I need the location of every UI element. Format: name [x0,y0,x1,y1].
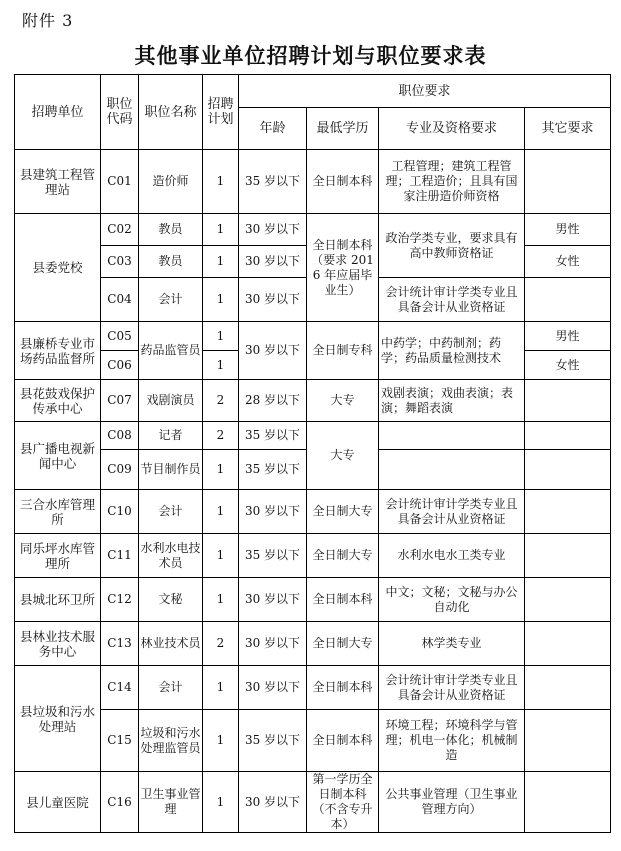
header-plan: 招聘计划 [203,75,239,150]
cell-age: 30 岁以下 [239,246,307,278]
cell-education: 全日制本科（要求 2016 年应届毕业生） [307,214,379,322]
cell-plan: 1 [203,322,239,351]
cell-major: 中药学；中药制剂；药学；药品质量检测技术 [379,322,525,380]
cell-education: 全日制本科 [307,578,379,622]
header-education: 最低学历 [307,108,379,150]
attachment-label: 附件 3 [22,11,74,30]
cell-plan: 2 [203,622,239,666]
header-age: 年龄 [239,108,307,150]
cell-education: 全日制本科 [307,666,379,710]
cell-major: 水利水电水工类专业 [379,534,525,578]
cell-other [525,380,611,422]
cell-unit: 县林业技术服务中心 [15,622,101,666]
cell-other [525,666,611,710]
cell-position: 会计 [139,666,203,710]
header-major: 专业及资格要求 [379,108,525,150]
cell-major: 会计统计审计学类专业且具备会计从业资格证 [379,666,525,710]
cell-code: C11 [101,534,139,578]
cell-code: C13 [101,622,139,666]
cell-position: 造价师 [139,150,203,214]
cell-age: 35 岁以下 [239,534,307,578]
cell-code: C10 [101,490,139,534]
cell-code: C03 [101,246,139,278]
cell-other [525,450,611,490]
cell-unit: 县儿童医院 [15,772,101,833]
cell-unit: 同乐坪水库管理所 [15,534,101,578]
table-row [15,150,611,214]
cell-position: 会计 [139,490,203,534]
cell-plan: 1 [203,278,239,322]
cell-unit: 三合水库管理所 [15,490,101,534]
cell-other [525,278,611,322]
header-other: 其它要求 [525,108,611,150]
cell-major: 中文；文秘；文秘与办公自动化 [379,578,525,622]
cell-plan: 1 [203,246,239,278]
cell-other [525,150,611,214]
cell-position: 药品监管员 [139,322,203,380]
cell-position: 教员 [139,246,203,278]
cell-plan: 1 [203,666,239,710]
cell-unit: 县建筑工程管理站 [15,150,101,214]
cell-other [525,490,611,534]
cell-other [525,772,611,833]
cell-age: 35 岁以下 [239,150,307,214]
cell-age: 30 岁以下 [239,666,307,710]
cell-age: 30 岁以下 [239,278,307,322]
cell-age: 35 岁以下 [239,422,307,450]
cell-major: 会计统计审计学类专业且具备会计从业资格证 [379,490,525,534]
cell-position: 戏剧演员 [139,380,203,422]
cell-other [525,422,611,450]
cell-unit: 县委党校 [15,214,101,322]
header-unit: 招聘单位 [15,75,101,150]
cell-plan: 1 [203,214,239,246]
cell-code: C12 [101,578,139,622]
cell-code: C06 [101,351,139,380]
cell-age: 30 岁以下 [239,578,307,622]
cell-age: 30 岁以下 [239,322,307,380]
header-position: 职位名称 [139,75,203,150]
cell-plan: 1 [203,710,239,772]
cell-major: 工程管理；建筑工程管理；工程造价；且具有国家注册造价师资格 [379,150,525,214]
cell-unit: 县城北环卫所 [15,578,101,622]
cell-education: 第一学历全日制本科（不含专升本） [307,772,379,833]
cell-age: 30 岁以下 [239,214,307,246]
table-row [15,710,611,772]
cell-education: 大专 [307,422,379,490]
cell-unit: 县廉桥专业市场药品监督所 [15,322,101,380]
cell-other [525,534,611,578]
table-row [15,380,611,422]
cell-age: 30 岁以下 [239,490,307,534]
cell-code: C16 [101,772,139,833]
recruitment-table [14,74,611,833]
cell-major: 会计统计审计学类专业且具备会计从业资格证 [379,278,525,322]
cell-other [525,578,611,622]
cell-unit: 县广播电视新闻中心 [15,422,101,490]
cell-other [525,710,611,772]
cell-code: C08 [101,422,139,450]
cell-major [379,450,525,490]
cell-code: C04 [101,278,139,322]
cell-plan: 1 [203,490,239,534]
page-title: 其他事业单位招聘计划与职位要求表 [134,44,487,68]
cell-other: 女性 [525,351,611,380]
cell-plan: 1 [203,578,239,622]
cell-other: 女性 [525,246,611,278]
cell-age: 35 岁以下 [239,710,307,772]
table-row [15,422,611,450]
cell-unit: 县垃圾和污水处理站 [15,666,101,772]
cell-age: 35 岁以下 [239,450,307,490]
cell-position: 会计 [139,278,203,322]
cell-education: 全日制本科 [307,710,379,772]
cell-major: 林学类专业 [379,622,525,666]
cell-plan: 2 [203,422,239,450]
cell-age: 30 岁以下 [239,622,307,666]
cell-code: C02 [101,214,139,246]
cell-position: 节目制作员 [139,450,203,490]
cell-education: 全日制大专 [307,490,379,534]
cell-position: 文秘 [139,578,203,622]
cell-code: C14 [101,666,139,710]
table-row [15,490,611,534]
cell-age: 28 岁以下 [239,380,307,422]
cell-major: 环境工程；环境科学与管理；机电一体化；机械制造 [379,710,525,772]
cell-position: 教员 [139,214,203,246]
cell-code: C01 [101,150,139,214]
cell-code: C09 [101,450,139,490]
cell-education: 全日制大专 [307,534,379,578]
cell-other: 男性 [525,322,611,351]
table-row [15,214,611,246]
table-row [15,534,611,578]
cell-unit: 县花鼓戏保护传承中心 [15,380,101,422]
cell-plan: 1 [203,150,239,214]
cell-position: 林业技术员 [139,622,203,666]
table-row [15,666,611,710]
table-row [15,772,611,833]
cell-position: 垃圾和污水处理监管员 [139,710,203,772]
cell-plan: 1 [203,351,239,380]
cell-major [379,422,525,450]
header-requirements: 职位要求 [239,75,611,108]
cell-code: C05 [101,322,139,351]
cell-plan: 1 [203,534,239,578]
cell-plan: 1 [203,772,239,833]
table-row [15,578,611,622]
cell-major: 政治学类专业，要求具有高中教师资格证 [379,214,525,278]
cell-education: 全日制专科 [307,322,379,380]
cell-education: 全日制本科 [307,150,379,214]
cell-education: 大专 [307,380,379,422]
cell-plan: 2 [203,380,239,422]
cell-other [525,622,611,666]
header-code: 职位代码 [101,75,139,150]
cell-education: 全日制大专 [307,622,379,666]
cell-other: 男性 [525,214,611,246]
table-row [15,322,611,351]
cell-code: C15 [101,710,139,772]
cell-code: C07 [101,380,139,422]
cell-position: 水利水电技术员 [139,534,203,578]
cell-age: 30 岁以下 [239,772,307,833]
cell-position: 卫生事业管理 [139,772,203,833]
cell-major: 戏剧表演；戏曲表演；表演；舞蹈表演 [379,380,525,422]
cell-plan: 1 [203,450,239,490]
cell-major: 公共事业管理（卫生事业管理方向） [379,772,525,833]
cell-position: 记者 [139,422,203,450]
table-row [15,622,611,666]
